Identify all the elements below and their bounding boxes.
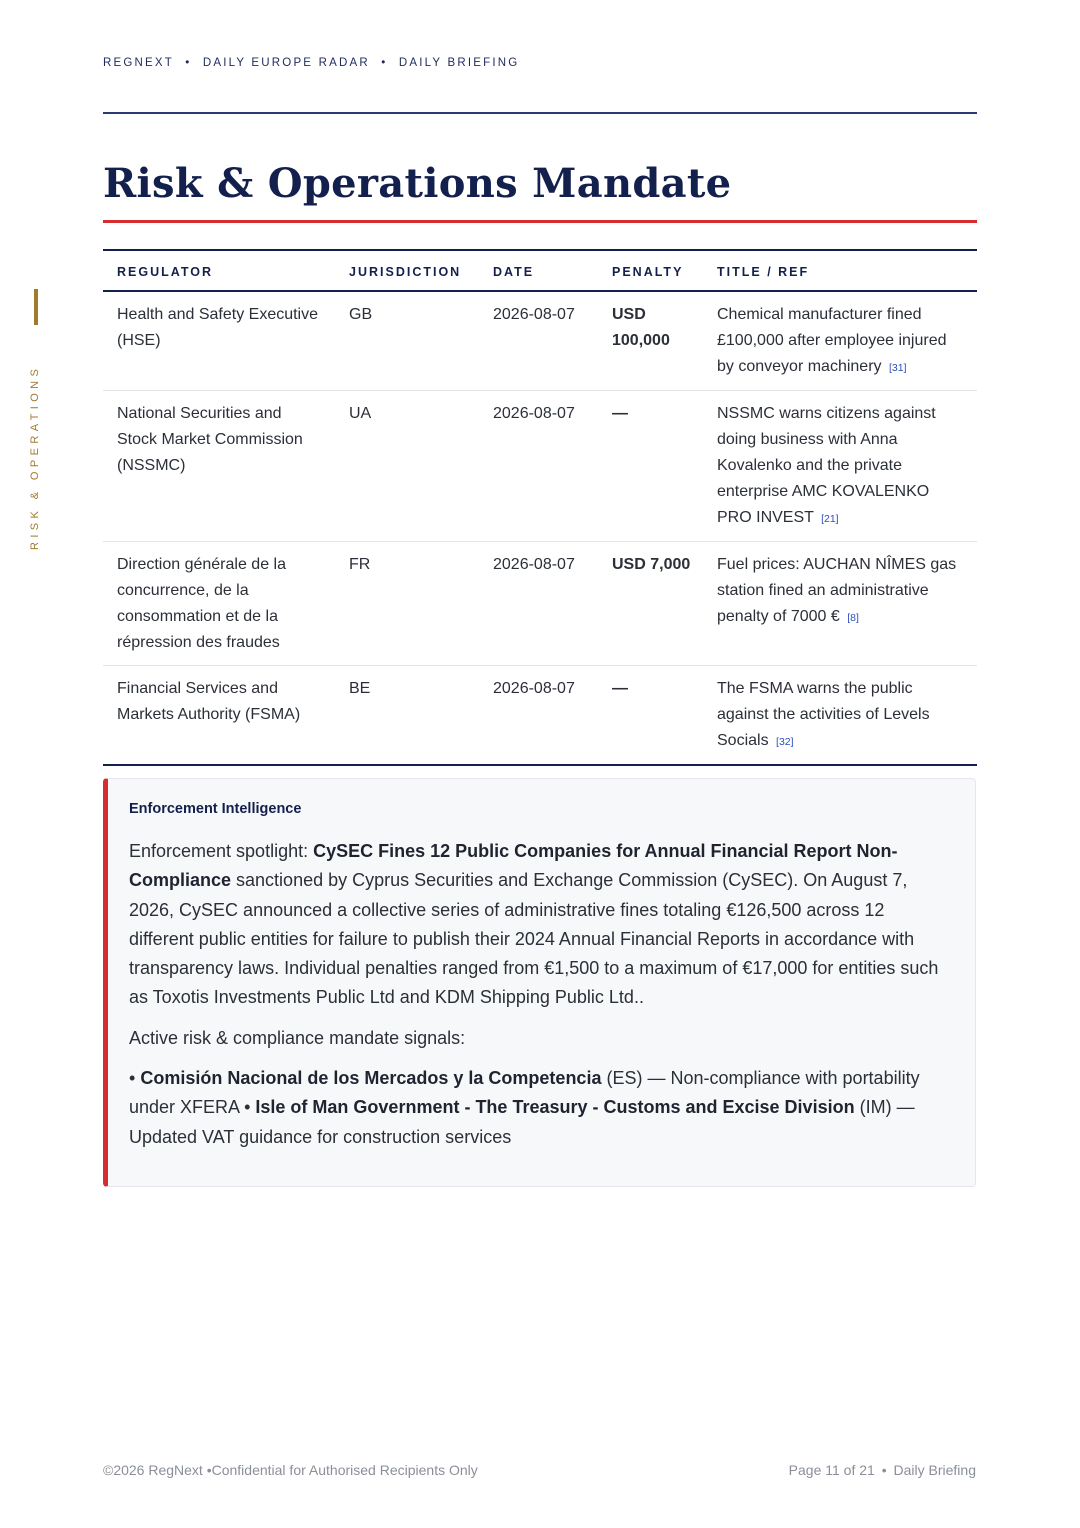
running-header [103, 57, 519, 69]
header-separator: • [185, 57, 192, 69]
edition-name: DAILY BRIEFING [398, 57, 520, 69]
footer-page-info [789, 1462, 976, 1478]
signal-regulator: Comisión Nacional de los Mercados y la Competencia [140, 1068, 602, 1089]
reference-link[interactable]: [21] [821, 513, 839, 525]
regulator-cell: Health and Safety Executive (HSE) [103, 291, 335, 391]
penalty-cell: USD 7,000 [598, 542, 703, 666]
date-cell: 2026-08-07 [493, 680, 575, 697]
bullet-icon: • [244, 1097, 251, 1118]
signals-heading: Active risk & compliance mandate signals: [129, 1027, 466, 1048]
regulator-cell: Financial Services and Markets Authority (FSMA) [117, 680, 301, 723]
section-accent-bar [34, 289, 38, 325]
title-ref-cell [703, 391, 977, 542]
intel-box-label: Enforcement Intelligence [129, 801, 302, 817]
jurisdiction-cell: BE [349, 680, 371, 697]
page-title: Risk & Operations Mandate [103, 160, 732, 207]
spotlight-title: CySEC Fines 12 Public Companies for Annual Financial Report Non-Compliance [129, 841, 898, 891]
page-number: Page 11 of 21 [788, 1462, 875, 1478]
reference-link[interactable]: [8] [847, 612, 859, 624]
footer-doc-label: Daily Briefing [893, 1462, 976, 1478]
title-ref-cell [703, 542, 977, 666]
date-cell: 2026-08-07 [479, 291, 598, 391]
date-cell: 2026-08-07 [479, 391, 598, 542]
penalty-cell: — [598, 391, 703, 542]
title-text: NSSMC warns citizens against doing business with Anna Kovalenko and the private enterprise AMC KOVALENKO PRO INVEST [717, 405, 936, 526]
table-row [103, 291, 977, 391]
publication-name: DAILY EUROPE RADAR [202, 57, 370, 69]
table-row [103, 391, 977, 542]
table-header-row [103, 250, 977, 291]
jurisdiction-cell: GB [335, 291, 479, 391]
table-row [103, 666, 977, 766]
penalty-cell: USD 100,000 [598, 291, 703, 391]
footer-copyright: ©2026 RegNext •Confidential for Authorised Recipients Only [103, 1462, 478, 1478]
spotlight-paragraph [129, 837, 949, 1013]
title-ref-cell [703, 291, 977, 391]
column-header-title-ref: TITLE / REF [703, 250, 977, 291]
header-separator: • [381, 57, 388, 69]
bullet-icon: • [129, 1068, 136, 1089]
column-header-penalty: PENALTY [598, 250, 703, 291]
jurisdiction-cell: UA [335, 391, 479, 542]
title-text: Fuel prices: AUCHAN NÎMES gas station fined an administrative penalty of 7000 € [717, 556, 957, 625]
jurisdiction-cell: FR [335, 542, 479, 666]
title-text: Chemical manufacturer fined £100,000 after employee injured by conveyor machinery [717, 306, 947, 375]
spotlight-prefix: Enforcement spotlight: [129, 841, 314, 861]
signal-detail: (ES) — Non-compliance with portability under XFERA [129, 1068, 920, 1118]
penalty-cell: — [612, 680, 628, 697]
column-header-date: DATE [479, 250, 598, 291]
header-divider [103, 112, 977, 114]
date-cell: 2026-08-07 [479, 542, 598, 666]
regulator-cell: National Securities and Stock Market Commission (NSSMC) [103, 391, 335, 542]
brand-name: REGNEXT [103, 57, 174, 69]
column-header-jurisdiction: JURISDICTION [335, 250, 479, 291]
section-side-label: RISK & OPERATIONS [29, 364, 41, 550]
signal-detail: (IM) — Updated VAT guidance for construction services [129, 1097, 915, 1147]
title-underline [103, 220, 977, 223]
title-ref-cell [703, 666, 977, 766]
regulator-cell: Direction générale de la concurrence, de la consommation et de la répression des fraudes [103, 542, 335, 666]
column-header-regulator: REGULATOR [103, 250, 335, 291]
signals-list [129, 1064, 949, 1152]
reference-link[interactable]: [32] [776, 736, 794, 748]
signal-regulator: Isle of Man Government - The Treasury - Customs and Excise Division [255, 1097, 855, 1118]
title-text: The FSMA warns the public against the activities of Levels Socials [717, 680, 930, 749]
enforcement-intelligence-box [103, 778, 976, 1187]
table-row [103, 542, 977, 666]
reference-link[interactable]: [31] [888, 362, 907, 374]
spotlight-body: sanctioned by Cyprus Securities and Exchange Commission (CySEC). On August 7, 2026, CySEC announced a collective series of administrative fines totaling €126,500 across 12 different public entities for failure to publish their 2024 Annual Financial Reports in accordance with transparency laws. Individual penalties ranged from €1,500 to a maximum of €17,000 for entities such as Toxotis Investments Public Ltd and KDM Shipping Public Ltd.. [129, 870, 939, 1008]
footer-separator: • [881, 1462, 887, 1478]
enforcement-table [103, 249, 977, 766]
